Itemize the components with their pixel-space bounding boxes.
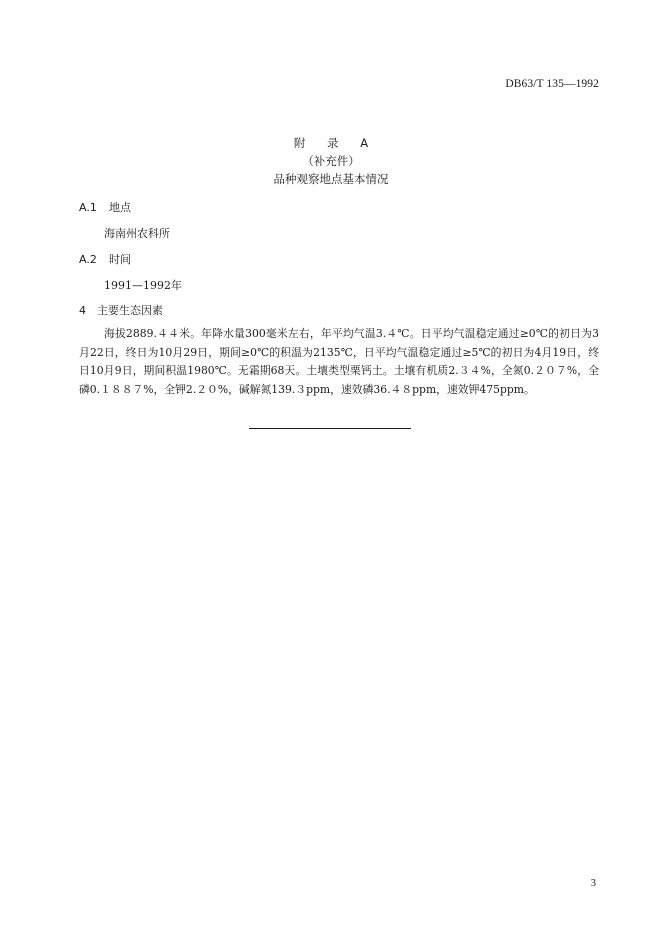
section-heading-a2 [79, 251, 131, 267]
standard-code: DB63/T 135—1992 [505, 78, 599, 90]
page-number: 3 [590, 878, 596, 889]
ecology-paragraph: 海拔2889.４４米。年降水量300毫米左右，年平均气温3.４℃。日平均气温稳定通过≥0℃的初日为3月22日，终日为10月29日，期间≥0℃的积温为2135℃，日平均气温稳定通过≥5℃的初日为4月19日，终日10月9日，期间积温1980℃。无霜期68天。土壤类型栗钙土。土壤有机质2.３４%，全氮0.２０７%，全磷0.１８８７%，全钾2.２０%，碱解氮139.３ppm，速效磷36.４８ppm，速效钾475ppm。 [79, 327, 599, 396]
appendix-heading: 品种观察地点基本情况 [273, 172, 389, 186]
section-title: 时间 [109, 253, 131, 266]
section-number: 4 [79, 304, 86, 317]
section-content-a1: 海南州农科所 [104, 227, 170, 240]
section-title: 地点 [109, 201, 131, 214]
end-rule [249, 428, 411, 429]
section-heading-4 [79, 302, 163, 318]
section-number: A.1 [79, 201, 97, 214]
section-content-a2: 1991—1992年 [104, 279, 182, 292]
appendix-subtitle: （补充件） [302, 154, 360, 168]
section-heading-a1 [79, 199, 131, 215]
appendix-heading-block [0, 134, 662, 188]
section-number: A.2 [79, 253, 97, 266]
appendix-title: 附 录 A [293, 136, 378, 150]
section-title: 主要生态因素 [97, 304, 163, 317]
